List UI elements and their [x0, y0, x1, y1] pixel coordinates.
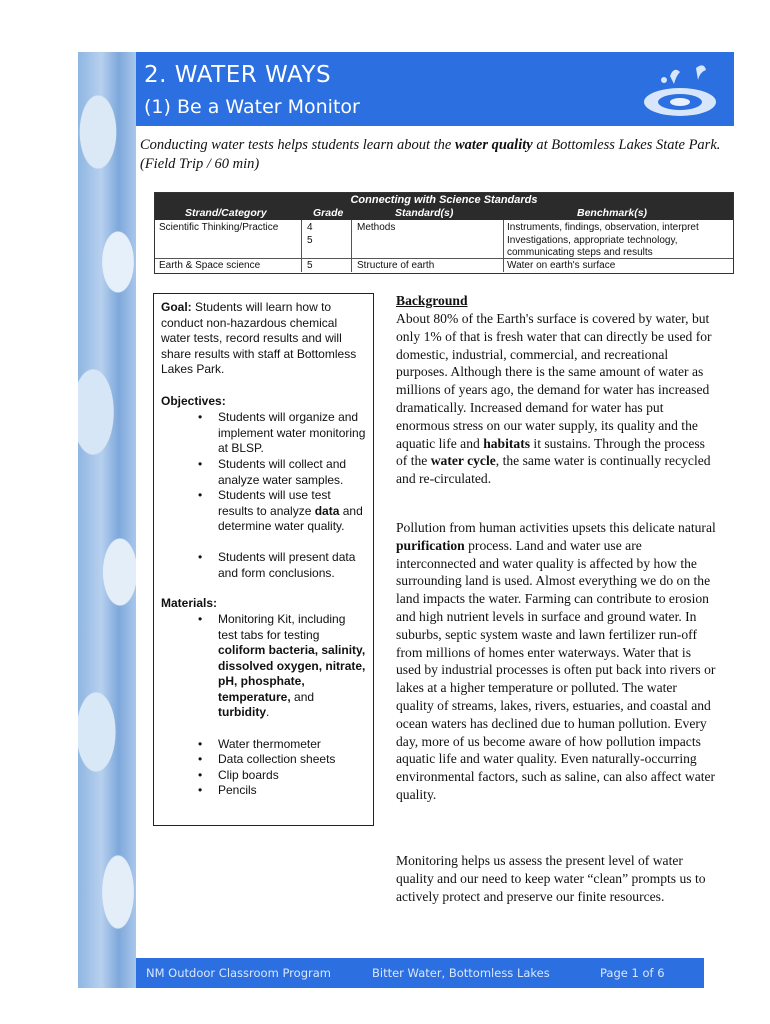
table-cell: 5 [307, 260, 313, 271]
column-header-benchmark: Benchmark(s) [577, 207, 648, 219]
list-item: • Students will use test results to analyze data and determine water quality. [218, 488, 368, 535]
table-cell: 4 [307, 222, 313, 233]
goal-text: Goal: Students will learn how to conduct non-hazardous chemical water tests, record results and will share results with staff at Bottomless Lakes Park. [161, 300, 357, 376]
table-cell: Methods [357, 222, 396, 233]
list-item: • Data collection sheets [218, 752, 368, 768]
goal-box [153, 293, 374, 826]
background-heading: Background [396, 293, 468, 308]
page-title: 2. WATER WAYS [144, 62, 332, 88]
list-item: • Students will organize and implement water monitoring at BLSP. [218, 410, 368, 457]
table-divider [351, 220, 352, 272]
background-paragraph-2: Pollution from human activities upsets this delicate natural purification process. Land and water use are interconnected and water quality is affected by how the surrounding land is used. Almost everything we do on the land impacts the water. Farming can contribute to erosion and high nutrient levels in surface and ground water. In suburbs, septic system waste and lawn fertilizer run-off from millions of homes enter waterways. Water that is used by industrial processes is often put back into rivers or lakes at a higher temperature or polluted. The water quality of streams, lakes, rivers, estuaries, and coastal and ocean waters has declined due to human pollution. Every day, more of us become aware of how pollution impacts aquatic life and water quality. Even naturally-occurring environmental factors, such as saline, can also affect water quality. [396, 520, 716, 802]
table-divider [503, 220, 504, 272]
intro-paragraph: Conducting water tests helps students learn about the water quality at Bottomless Lakes State Park. (Field Trip / 60 min) [140, 137, 721, 172]
water-decoration-strip [78, 52, 136, 988]
table-cell: Structure of earth [357, 260, 435, 271]
standards-table [154, 192, 734, 274]
column-header-strand: Strand/Category [185, 207, 267, 219]
list-item: • Students will collect and analyze water samples. [218, 457, 368, 488]
materials-heading: Materials: [161, 596, 218, 610]
column-header-standard: Standard(s) [395, 207, 454, 219]
list-item: • Monitoring Kit, including test tabs for testing coliform bacteria, salinity, dissolved oxygen, nitrate, pH, phosphate, temperature, and turbidity. [218, 612, 368, 721]
table-cell: 5 [307, 235, 313, 246]
page-subtitle: (1) Be a Water Monitor [144, 96, 360, 118]
list-item: • Water thermometer [218, 737, 368, 753]
footer-page-number: Page 1 of 6 [600, 966, 665, 980]
page-footer [136, 958, 704, 988]
table-cell: Water on earth's surface [507, 260, 616, 271]
table-cell: Instruments, findings, observation, interpret [507, 222, 699, 233]
table-cell: Earth & Space science [159, 260, 261, 271]
list-item: • Clip boards [218, 768, 368, 784]
table-cell: Scientific Thinking/Practice [159, 222, 279, 233]
footer-program: NM Outdoor Classroom Program [146, 966, 331, 980]
list-item: • Pencils [218, 783, 368, 799]
objectives-heading: Objectives: [161, 394, 226, 408]
table-cell: Investigations, appropriate technology, communicating steps and results [507, 235, 678, 258]
list-item: • Students will present data and form conclusions. [218, 550, 368, 581]
column-header-grade: Grade [313, 207, 344, 219]
standards-caption: Connecting with Science Standards [350, 194, 538, 206]
background-paragraph-1: About 80% of the Earth's surface is covered by water, but only 1% of that is fresh water that can directly be used for domestic, industrial, commercial, and recreational purposes. Although there is the same amount of water as millions of years ago, the demand for water has increased dramatically. Increased demand for water has put enormous stress on our water supply, its quality and the aquatic life and habitats it sustains. Through the process of the water cycle, the same water is continually recycled and re-circulated. [396, 311, 712, 487]
table-divider [301, 220, 302, 272]
background-paragraph-3: Monitoring helps us assess the present level of water quality and our need to keep water “clean” prompts us to actively protect and preserve our finite resources. [396, 853, 706, 904]
footer-location: Bitter Water, Bottomless Lakes [372, 966, 550, 980]
water-drop-icon [640, 58, 720, 122]
